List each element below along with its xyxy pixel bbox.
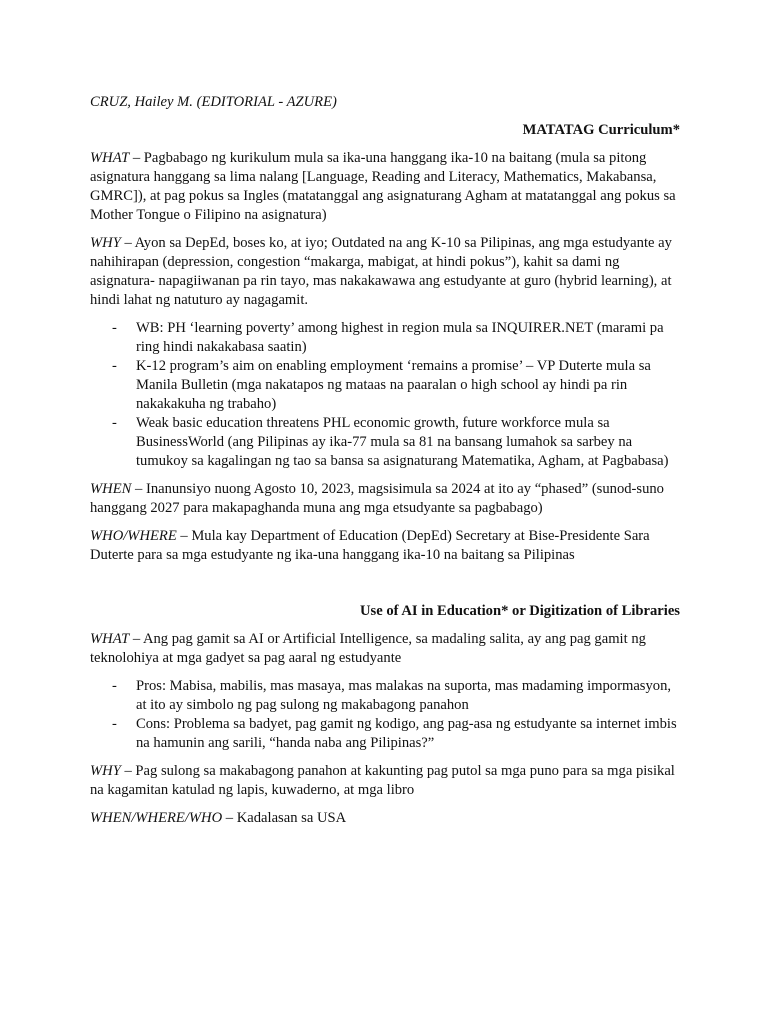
bullet-list bbox=[90, 319, 680, 471]
bullet-dash: - bbox=[112, 358, 117, 374]
what-label: WHAT bbox=[90, 150, 130, 166]
list-item bbox=[90, 715, 680, 753]
when-text: – Inanunsiyo nuong Agosto 10, 2023, magsisimula sa 2024 at ito ay “phased” (sunod-suno hanggang 2027 para makapaghanda muna ang mga etsudyante sa pagbabago) bbox=[90, 481, 664, 516]
when-paragraph bbox=[90, 480, 680, 518]
section-spacer bbox=[90, 574, 680, 602]
why-paragraph bbox=[90, 762, 680, 800]
what-paragraph bbox=[90, 149, 680, 225]
what-paragraph bbox=[90, 630, 680, 668]
why-label: WHY bbox=[90, 235, 121, 251]
section-title: MATATAG Curriculum* bbox=[522, 122, 680, 138]
bullet-dash: - bbox=[112, 415, 117, 431]
section-title: Use of AI in Education* or Digitization of Libraries bbox=[360, 603, 680, 619]
list-item-text: Pros: Mabisa, mabilis, mas masaya, mas malakas na suporta, mas madaming impormasyon, at ito ay simbolo ng pag sulong ng makabagong panahon bbox=[136, 678, 672, 713]
list-item bbox=[90, 677, 680, 715]
when-where-who-text: – Kadalasan sa USA bbox=[222, 810, 347, 826]
list-item-text: Cons: Problema sa badyet, pag gamit ng kodigo, ang pag-asa ng estudyante sa internet imbis na hamunin ang sarili, “handa naba ang Pilipinas?” bbox=[136, 716, 677, 751]
why-text: – Ayon sa DepEd, boses ko, at iyo; Outdated na ang K-10 sa Pilipinas, ang mga estudyante ay nahihirapan (depression, congestion “makarga, mabigat, at hindi pokus”), kahit sa dami ng asignatura- napagiiwanan pa rin tayo, mas nakakawawa ang estudyante at guro (hybrid learning), at hindi lahat ng natuturo ay nagagamit. bbox=[90, 235, 672, 308]
what-text: – Ang pag gamit sa AI or Artificial Intelligence, sa madaling salita, ay ang pag gamit ng teknolohiya at mga gadyet sa pag aaral ng estudyante bbox=[90, 631, 646, 666]
why-label: WHY bbox=[90, 763, 121, 779]
bullet-list bbox=[90, 677, 680, 753]
bullet-dash: - bbox=[112, 678, 117, 694]
who-where-text: – Mula kay Department of Education (DepEd) Secretary at Bise-Presidente Sara Duterte para sa mga estudyante ng ika-una hanggang ika-10 na baitang sa Pilipinas bbox=[90, 528, 650, 563]
section-ai-education bbox=[90, 602, 680, 828]
who-where-paragraph bbox=[90, 527, 680, 565]
what-text: – Pagbabago ng kurikulum mula sa ika-una hanggang ika-10 na baitang (mula sa pitong asignatura hanggang sa lima nalang [Language, Reading and Literacy, Mathematics, Makabansa, GMRC]), at pag pokus sa Ingles (matatanggal ang asignaturang Agham at matatanggal ang pokus sa Mother Tongue o Filipino na asignatura) bbox=[90, 150, 676, 223]
who-where-label: WHO/WHERE bbox=[90, 528, 177, 544]
what-label: WHAT bbox=[90, 631, 130, 647]
why-paragraph bbox=[90, 234, 680, 310]
list-item-text: WB: PH ‘learning poverty’ among highest in region mula sa INQUIRER.NET (marami pa ring hindi nakakabasa saatin) bbox=[136, 320, 664, 355]
list-item bbox=[90, 357, 680, 414]
bullet-dash: - bbox=[112, 716, 117, 732]
when-label: WHEN bbox=[90, 481, 132, 497]
list-item-text: Weak basic education threatens PHL economic growth, future workforce mula sa BusinessWorld (ang Pilipinas ay ika-77 mula sa 81 na bansang lumahok sa sarbey na tumukoy sa kagalingan ng tao sa bansa sa asignaturang Matematika, Agham, at Pagbabasa) bbox=[136, 415, 669, 469]
when-where-who-paragraph bbox=[90, 809, 680, 828]
list-item-text: K-12 program’s aim on enabling employment ‘remains a promise’ – VP Duterte mula sa Manila Bulletin (mga nakatapos ng mataas na paaralan o high school ay hindi pa rin nakakakuha ng trabaho) bbox=[136, 358, 651, 412]
why-text: – Pag sulong sa makabagong panahon at kakunting pag putol sa mga puno para sa mga pisikal na kagamitan katulad ng lapis, kuwaderno, at mga libro bbox=[90, 763, 675, 798]
list-item bbox=[90, 414, 680, 471]
section-matatag bbox=[90, 121, 680, 565]
author-line: CRUZ, Hailey M. (EDITORIAL - AZURE) bbox=[90, 94, 337, 110]
when-where-who-label: WHEN/WHERE/WHO bbox=[90, 810, 223, 826]
list-item bbox=[90, 319, 680, 357]
bullet-dash: - bbox=[112, 320, 117, 336]
document-content bbox=[90, 93, 680, 837]
